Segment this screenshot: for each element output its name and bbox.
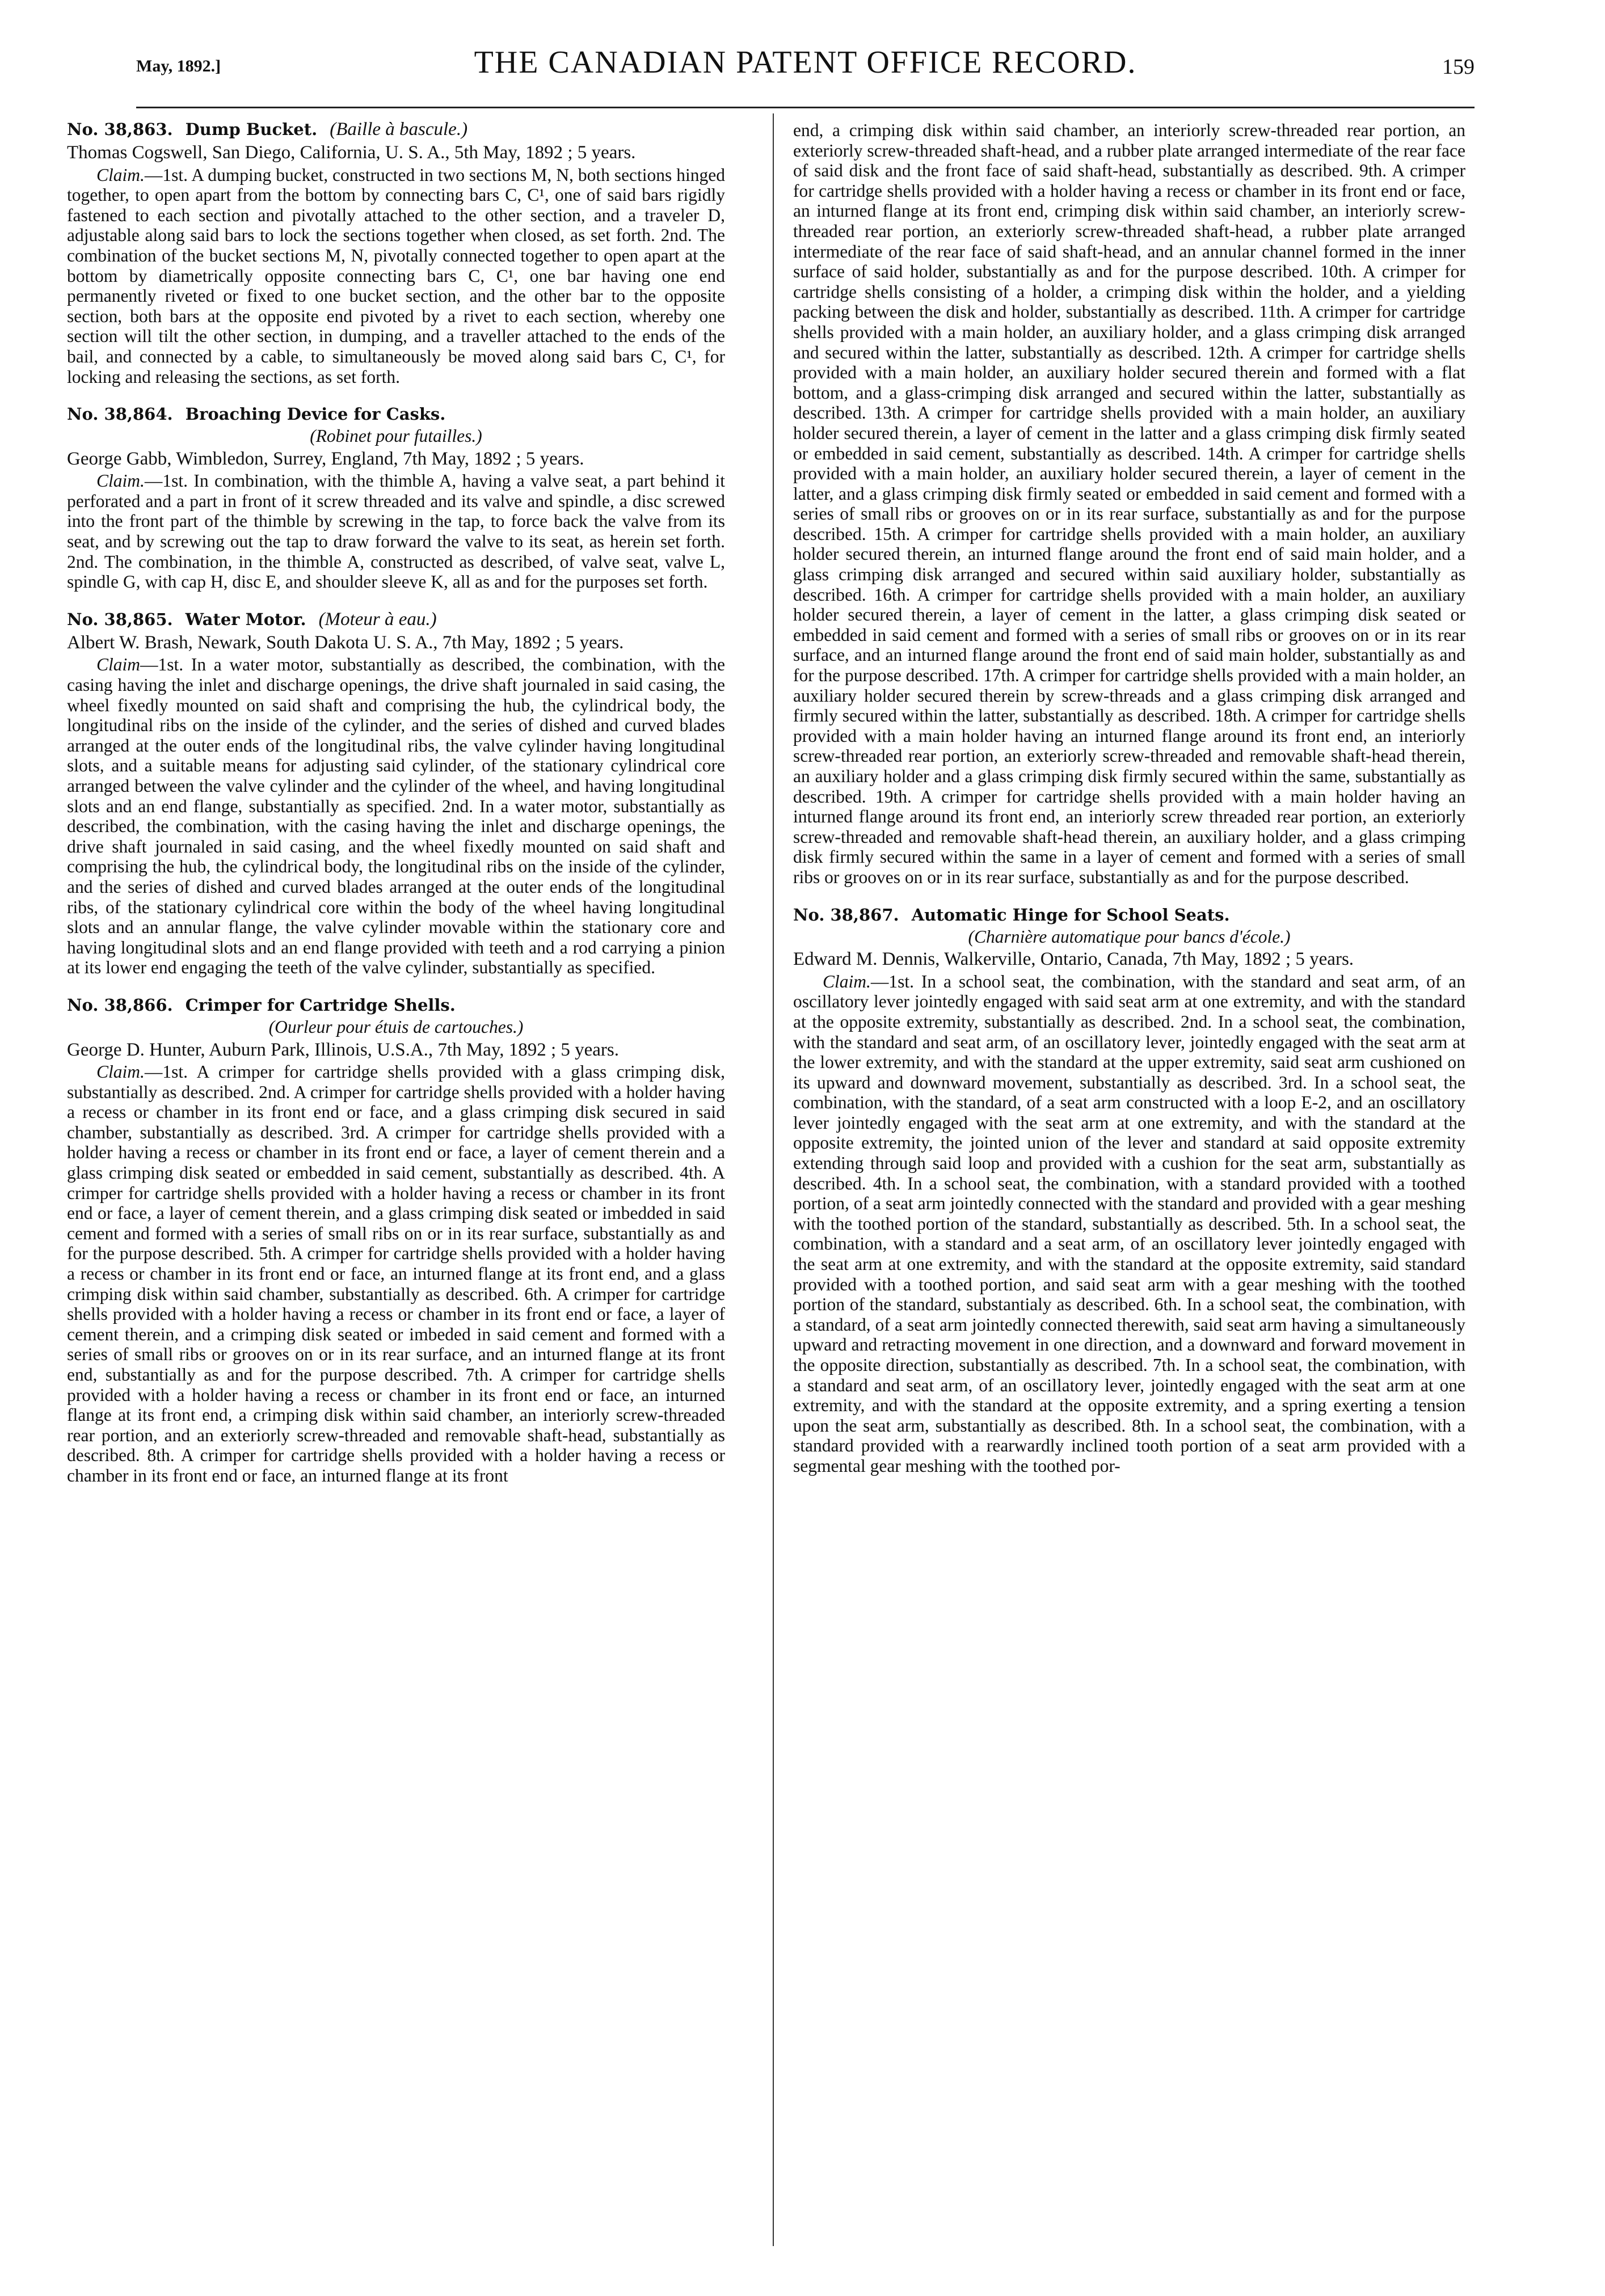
claim-label: Claim.: [823, 971, 871, 991]
patent-title: Dump Bucket.: [185, 120, 318, 139]
page-number: 159: [1442, 55, 1475, 79]
french-title: (Baille à bascule.): [330, 119, 468, 140]
patentee-line: George D. Hunter, Auburn Park, Illinois, U.S.A., 7th May, 1892 ; 5 years.: [67, 1039, 619, 1060]
patent-title: Crimper for Cartridge Shells.: [185, 995, 456, 1015]
patent-title: Automatic Hinge for School Seats.: [911, 905, 1230, 925]
patentee-line: George Gabb, Wimbledon, Surrey, England, 7th May, 1892 ; 5 years.: [67, 448, 584, 469]
claim-body: —1st. In combination, with the thimble A, having a valve seat, a part behind it perforated and a part in front of it screw threaded and its valve and spindle, a disc screwed into the front part of the thimble by screwing in the tap, to force back the valve from its seat, and by screwing out the tap to draw forward the valve to its seat, as herein set forth. 2nd. The combination, in the thimble A, constructed as described, of valve seat, valve L, spindle G, with cap H, disc E, and shoulder sleeve K, all as and for the purposes set forth.: [67, 471, 725, 592]
french-title: (Robinet pour futailles.): [310, 426, 482, 446]
french-title: (Ourleur pour étuis de cartouches.): [268, 1017, 524, 1037]
patent-entry: [793, 905, 1465, 1476]
patent-number: No. 38,864.: [67, 404, 173, 424]
entry-heading: [67, 609, 725, 630]
french-title: (Charnière automatique pour bancs d'école.): [968, 926, 1291, 947]
claim-text: [67, 165, 725, 387]
patent-number: No. 38,865.: [67, 609, 173, 629]
continued-claim-text: end, a crimping disk within said chamber, an interiorly screw-threaded rear portion, an exteriorly screw-threaded shaft-head, and a rubber plate arranged intermediate of the rear face of said disk and the front face of said shaft-head, substantially as described. 9th. A crimper for cartridge shells provided with a holder having a recess or chamber in its front end or face, an inturned flange at its front end, crimping disk within said chamber, an interiorly screw-threaded rear portion, an exteriorly screw-threaded shaft-head, a rubber plate arranged intermediate of the rear face of said shaft-head, and an annular channel formed in the inner surface of said holder, substantially as and for the purpose described. 10th. A crimper for cartridge shells consisting of a holder, a crimping disk within the holder, and a yielding packing between the disk and holder, substantially as described. 11th. A crimper for cartridge shells provided with a main holder, an auxiliary holder, and a glass crimping disk arranged and secured within the latter, substantially as described. 12th. A crimper for cartridge shells provided with a main holder, an auxiliary holder secured therein and formed with a flat bottom, and a glass-crimping disk arranged and secured within the latter, substantially as described. 13th. A crimper for cartridge shells provided with a main holder, an auxiliary holder secured therein, a layer of cement in the latter and a glass crimping disk firmly seated or embedded in said cement, substantially as described. 14th. A crimper for cartridge shells provided with a main holder, an auxiliary holder secured therein, a layer of cement in the latter, and a glass crimping disk firmly seated or embedded in said cement and formed with a series of small ribs or grooves on or in its rear surface, substantially as and for the purpose described. 15th. A crimper for cartridge shells provided with a main holder, an auxiliary holder secured therein, an inturned flange around the front end of said main holder, and a glass crimping disk arranged and secured within said auxiliary holder, substantially as described. 16th. A crimper for cartridge shells provided with a main holder, an auxiliary holder secured therein, a layer of cement in the latter, a glass crimping disk seated or embedded in said cement and formed with a series of small ribs or grooves on or in its rear surface, and an inturned flange around the front end of said main holder, substantially as and for the purpose described. 17th. A crimper for cartridge shells provided with a main holder, an auxiliary holder secured therein by screw-threads and a glass crimping disk arranged and firmly secured within the latter, substantially as described. 18th. A crimper for cartridge shells provided with a main holder having an inturned flange around its front end, an interiorly screw-threaded rear portion, an exteriorly screw-threaded and removable shaft-head therein, an auxiliary holder and a glass crimping disk firmly secured within the same, substantially as described. 19th. A crimper for cartridge shells provided with a main holder having an inturned flange around its front end, an interiorly screw threaded rear portion, an exteriorly screw-threaded and removable shaft-head therein, an auxiliary holder, and a glass crimping disk firmly secured within the same in a layer of cement and formed with a series of small ribs or grooves on or in its rear surface, substantially as and for the purpose described.: [793, 120, 1465, 887]
patentee-line: Thomas Cogswell, San Diego, California, U. S. A., 5th May, 1892 ; 5 years.: [67, 142, 636, 163]
claim-body: —1st. A dumping bucket, constructed in two sections M, N, both sections hinged together, to open apart from the bottom by connecting bars C, C¹, one of said bars rigidly fastened to each section and pivotally attached to the other section, and a traveler D, adjustable along said bars to lock the sections together when closed, as set forth. 2nd. The combination of the bucket sections M, N, pivotally connected together to open apart at the bottom by diametrically opposite connecting bars C, C¹, one bar having one end permanently riveted or fixed to one bucket section, and the other bar to the opposite section, both bars at the opposite end pivoted by a rivet to each section, whereby one section will tilt the other section, in dumping, and a traveller attached to the ends of the bail, and connected by a cable, to simultaneously be moved along said bars C, C¹, for locking and releasing the sections, as set forth.: [67, 164, 725, 387]
patentee-line: Albert W. Brash, Newark, South Dakota U. S. A., 7th May, 1892 ; 5 years.: [67, 632, 624, 653]
claim-label: Claim.: [96, 471, 145, 491]
patent-entry: [67, 995, 725, 1486]
claim-body: —1st. A crimper for cartridge shells provided with a glass crimping disk, substantially as described. 2nd. A crimper for cartridge shells provided with a holder having a recess or chamber in its front end or face, and a glass crimping disk secured in said chamber, substantially as described. 3rd. A crimper for cartridge shells provided with a holder having a recess or chamber in its front end or face, a layer of cement therein and a glass crimping disk seated or embedded in said cement, substantially as described. 4th. A crimper for cartridge shells provided with a holder having a recess or chamber in its front end or face, a layer of cement therein, and a glass crimping disk seated or imbedded in said cement and formed with a series of small ribs on or in its rear surface, substantially as and for the purpose described. 5th. A crimper for cartridge shells provided with a holder having a recess or chamber in its front end or face, an inturned flange at its front end, and a glass crimping disk within said chamber, substantially as described. 6th. A crimper for cartridge shells provided with a holder having a recess or chamber in its front end or face, a layer of cement therein, and a crimping disk seated or imbeded in said cement and formed with a series of small ribs or grooves on or in its rear surface, and an inturned flange at its front end, substantially as and for the purpose described. 7th. A crimper for cartridge shells provided with a holder having a recess or chamber in its front end or face, an inturned flange at its front end, a crimping disk within said chamber, an interiorly screw-threaded rear portion, and an exteriorly screw-threaded and removable shaft-head, substantially as described. 8th. A crimper for cartridge shells provided with a holder having a recess or chamber in its front end or face, an inturned flange at its front: [67, 1062, 725, 1485]
claim-label: Claim: [96, 655, 141, 675]
claim-body: —1st. In a school seat, the combination, with the standard and seat arm, of an oscillatory lever jointedly engaged with said seat arm at one extremity, and with the standard at the opposite extremity, substantially as described. 2nd. In a school seat, the combination, with the standard and seat arm, of an oscillatory lever, jointedly engaged with the seat arm at the lower extremity, and with the standard at the upper extremity, said seat arm cushioned on its upward and downward movement, substantially as described. 3rd. In a school seat, the combination, with the standard, of a seat arm constructed with a loop E-2, and an oscillatory lever jointedly engaged with the seat arm at one extremity, and with the standard at the opposite extremity, the jointed union of the lever and standard at said opposite extremity extending through said loop and provided with a cushion for the seat arm, substantially as described. 4th. In a school seat, the combination, with a standard provided with a toothed portion, of a seat arm jointedly connected with the standard and provided with a gear meshing with the toothed portion of the standard, substantially as described. 5th. In a school seat, the combination, with a standard and a seat arm, of an oscillatory lever jointedly engaged with the seat arm at one extremity, and with the standard at the opposite extremity, said standard provided with a toothed portion, and said seat arm with a gear meshing with the toothed portion of the standard, substantialy as described. 6th. In a school seat, the combination, with a standard, of a seat arm jointedly connected therewith, said seat arm having a simultaneously upward and retracting movement in one direction, and a downward and forward movement in the opposite direction, substantially as described. 7th. In a school seat, the combination, with a standard and seat arm, of an oscillatory lever, jointedly engaged with the seat arm at one extremity, and with the standard at the opposite extremity, and a spring exerting a tension upon the seat arm, substantially as described. 8th. In a school seat, the combination, with a standard provided with a rearwardly inclined tooth portion of a seat arm provided with a segmental gear meshing with the toothed por-: [793, 971, 1465, 1476]
entry-heading: [67, 404, 725, 425]
entry-heading: [67, 995, 725, 1016]
patent-entry: [67, 404, 725, 592]
claim-body: —1st. In a water motor, substantially as described, the combination, with the casing having the inlet and discharge openings, the drive shaft journaled in said casing, the wheel fixedly mounted on said shaft and comprising the hub, the cylindrical body, the longitudinal ribs on the inside of the cylinder, and the series of dished and curved blades arranged at the outer ends of the longitudinal ribs, the valve cylinder having longitudinal slots, and a suitable means for adjusting said cylinder, of the stationary cylindrical core arranged between the valve cylinder and the cylinder of the wheel, and having longitudinal slots and an end flange, substantially as specified. 2nd. In a water motor, substantially as described, the combination, with the casing having the inlet and discharge openings, the drive shaft journaled in said casing, and the wheel fixedly mounted on said shaft and comprising the hub, the cylindrical body, the longitudinal ribs on the inside of the cylinder, and the series of dished and curved blades arranged at the outer ends of the longitudinal ribs, of the stationary cylindrical core within the body of the wheel having longitudinal slots and an annular flange, the valve cylinder movable within the stationary core and having longitudinal slots and an end flange provided with teeth and a rod carrying a pinion at its lower end engaging the teeth of the valve cylinder, substantially as specified.: [67, 655, 725, 978]
patent-number: No. 38,863.: [67, 120, 173, 139]
patent-number: No. 38,867.: [793, 905, 899, 925]
patent-entry: [67, 119, 725, 387]
header-rule: [136, 107, 1475, 108]
publication-title: THE CANADIAN PATENT OFFICE RECORD.: [474, 45, 1137, 80]
patent-entry: [67, 609, 725, 978]
running-head: [136, 44, 1475, 90]
entry-heading: [793, 905, 1465, 926]
patentee-line: Edward M. Dennis, Walkerville, Ontario, Canada, 7th May, 1892 ; 5 years.: [793, 949, 1354, 970]
left-column: [67, 119, 725, 1503]
issue-date: May, 1892.]: [136, 57, 221, 75]
column-divider: [773, 113, 774, 2246]
claim-text: [67, 1062, 725, 1485]
claim-text: [793, 972, 1465, 1476]
claim-label: Claim.: [96, 164, 145, 185]
claim-text: [67, 471, 725, 592]
patent-title: Broaching Device for Casks.: [185, 404, 446, 424]
patent-number: No. 38,866.: [67, 995, 173, 1015]
claim-continuation: [793, 120, 1465, 888]
patent-title: Water Motor.: [185, 609, 306, 629]
claim-text: [67, 655, 725, 978]
right-column: [793, 119, 1465, 1493]
claim-label: Claim.: [96, 1062, 145, 1082]
french-title: (Moteur à eau.): [318, 609, 437, 630]
entry-heading: [67, 119, 725, 140]
